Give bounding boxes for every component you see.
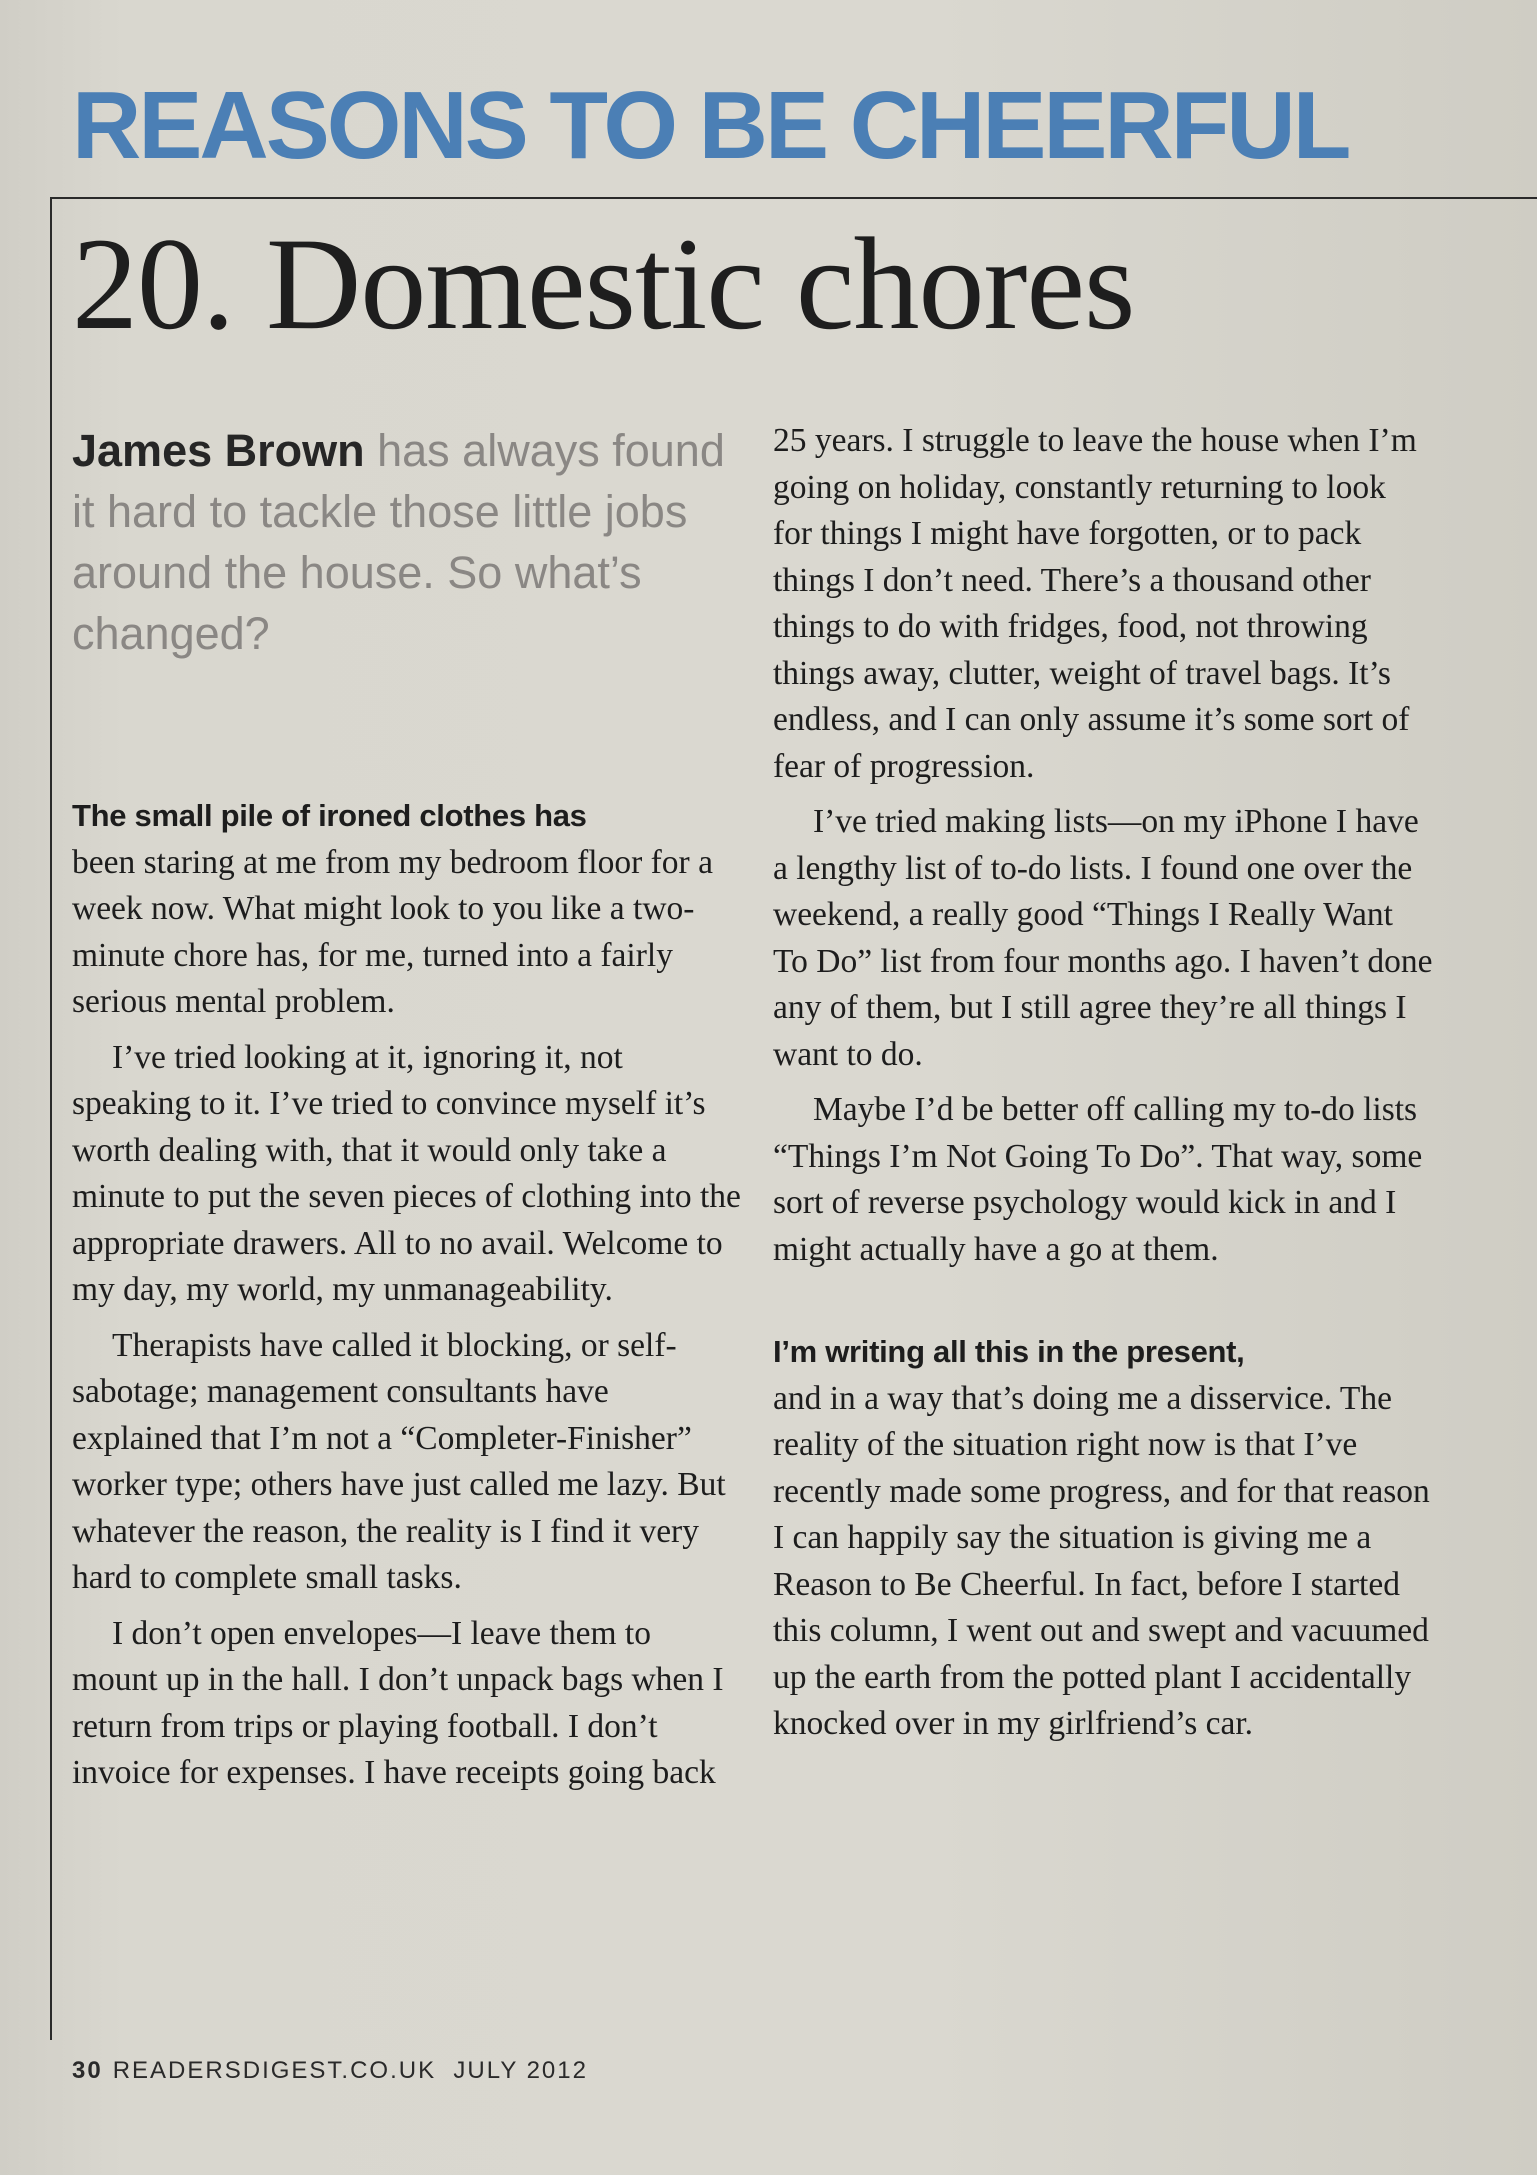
- paragraph-7-lead: I’m writing all this in the present,: [773, 1334, 1245, 1369]
- frame-rule-top: [50, 197, 1537, 199]
- page-footer: [72, 2057, 588, 2085]
- paragraph-7: [773, 1329, 1433, 1748]
- paragraph-1: [72, 793, 742, 1026]
- paragraph-3: Therapists have called it blocking, or self-sabotage; management consultants have explained that I’m not a “Completer-Finisher” worker type; others have just called me lazy. But whatever the reason, the reality is I find it very hard to complete small tasks.: [72, 1326, 726, 1596]
- left-column: [72, 793, 742, 1797]
- paragraph-4: I don’t open envelopes—I leave them to mount up in the hall. I don’t unpack bags when I return from trips or playing football. I don’t invoice for expenses. I have receipts going back: [72, 1614, 724, 1791]
- page-number: 30: [72, 2057, 103, 2084]
- standfirst-text: has always found it hard to tackle those little jobs around the house. So what’s changed?: [72, 425, 725, 659]
- paragraph-7-text: and in a way that’s doing me a disservice. The reality of the situation right now is that I’ve recently made some progress, and for that reason I can happily say the situation is giving me a Reason to Be Cheerful. In fact, before I started this column, I went out and swept and vacuumed up the earth from the potted plant I accidentally knocked over in my girlfriend’s car.: [773, 1379, 1430, 1742]
- series-title: REASONS TO BE CHEERFUL: [72, 72, 1349, 179]
- article-title: 20. Domestic chores: [72, 210, 1135, 357]
- publication-info: READERSDIGEST.CO.UK JULY 2012: [112, 2057, 588, 2084]
- paragraph-6: Maybe I’d be better off calling my to-do lists “Things I’m Not Going To Do”. That way, some sort of reverse psychology would kick in and I might actually have a go at them.: [773, 1091, 1423, 1268]
- paragraph-5: I’ve tried making lists—on my iPhone I have a lengthy list of to-do lists. I found one over the weekend, a really good “Things I Really Want To Do” list from four months ago. I haven’t done any of them, but I still agree they’re all things I want to do.: [773, 803, 1433, 1073]
- standfirst: [72, 420, 732, 664]
- paragraph-1-lead: The small pile of ironed clothes has: [72, 798, 587, 833]
- paragraph-4-continued: 25 years. I struggle to leave the house when I’m going on holiday, constantly returning to look for things I might have forgotten, or to pack things I don’t need. There’s a thousand other things to do with fridges, food, not throwing things away, clutter, weight of travel bags. It’s endless, and I can only assume it’s some sort of fear of progression.: [773, 422, 1417, 785]
- frame-rule-left: [50, 197, 52, 2040]
- author-name: James Brown: [72, 425, 365, 476]
- paragraph-2: I’ve tried looking at it, ignoring it, not speaking to it. I’ve tried to convince myself it’s worth dealing with, that it would only take a minute to put the seven pieces of clothing into the appropriate drawers. All to no avail. Welcome to my day, my world, my unmanageability.: [72, 1038, 741, 1308]
- right-column: [773, 418, 1433, 1748]
- paragraph-1-text: been staring at me from my bedroom floor for a week now. What might look to you like a two-minute chore has, for me, turned into a fairly serious mental problem.: [72, 843, 713, 1020]
